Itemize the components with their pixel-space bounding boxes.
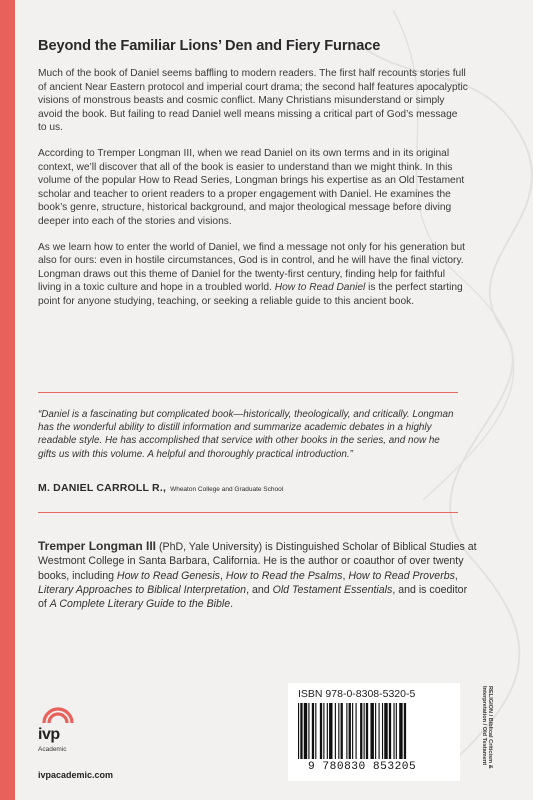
paragraph-3-text-b: is the perfect starting point for anyone studying, teaching, or seeking a reliable guide to this ancient book.	[38, 282, 463, 307]
barcode-bar	[352, 703, 353, 759]
signal-arcs-icon	[40, 703, 76, 725]
headline: Beyond the Familiar Lions’ Den and Fiery Furnace	[38, 38, 381, 54]
bisac-line-1: RELIGION / Biblical Criticism &	[487, 686, 493, 769]
barcode-bar	[308, 703, 309, 759]
bio-text-5: , and	[246, 583, 273, 596]
endorser	[38, 482, 478, 494]
barcode	[296, 703, 452, 761]
isbn: ISBN 978-0-8308-5320-5	[298, 688, 416, 700]
bisac-category	[482, 686, 493, 782]
endorser-name: M. DANIEL CARROLL R.,	[38, 482, 167, 494]
barcode-panel	[288, 683, 460, 781]
barcode-bar	[356, 703, 357, 759]
barcode-bar	[393, 703, 394, 759]
book-title-5: Old Testament Essentials	[272, 583, 393, 596]
barcode-bar	[360, 703, 362, 759]
barcode-bar	[335, 703, 336, 759]
accent-strip	[0, 0, 15, 800]
book-title-italic: How to Read Daniel	[274, 282, 366, 294]
publisher-logo	[38, 703, 108, 763]
barcode-bar	[346, 703, 347, 759]
barcode-bar	[366, 703, 368, 759]
barcode-number: 9 780830 853205	[308, 761, 417, 773]
bio-text-1: (PhD, Yale University) is Distinguished Scholar of Biblical Studies at Westmont College in Santa Barbara, California. He is the author or coauthor of over twenty books, including	[38, 541, 477, 582]
description-paragraph-1: Much of the book of Daniel seems baffling to modern readers. The first half recounts stories full of ancient Near Eastern protocol and imperial court drama; the second half features apocalyptic visions of monstrous beasts and cosmic conflict. Many Christians misunderstand or simply avoid the book. But failing to read Daniel well means missing a critical part of God’s message to us.	[38, 68, 468, 134]
book-title-2: How to Read the Psalms	[225, 569, 343, 582]
publisher-website: ivpacademic.com	[38, 770, 114, 780]
barcode-bar	[364, 703, 365, 759]
book-title-1: How to Read Genesis	[116, 569, 220, 582]
description-block	[38, 38, 468, 321]
description-paragraph-3	[38, 241, 468, 309]
logo-imprint: Academic	[38, 746, 67, 753]
book-title-4: Literary Approaches to Biblical Interpretation	[38, 583, 247, 596]
logo-wordmark: ivp	[38, 726, 60, 743]
barcode-bar	[389, 703, 391, 759]
barcode-bar	[349, 703, 351, 759]
barcode-bar	[327, 703, 328, 759]
author-bio	[38, 539, 478, 611]
barcode-bar	[323, 703, 324, 759]
barcode-bar	[382, 703, 383, 759]
bisac-line-2: Interpretation / Old Testament	[480, 686, 487, 766]
barcode-bar	[304, 703, 307, 759]
bio-text-7: .	[230, 598, 234, 611]
barcode-bar	[300, 703, 302, 759]
author-name: Tremper Longman III	[38, 539, 157, 553]
bio-text-6: , and is coeditor of	[38, 583, 468, 611]
barcode-bar	[320, 703, 322, 759]
barcode-bar	[375, 703, 376, 759]
barcode-bar	[379, 703, 380, 759]
paragraph-3-text-a: As we learn how to enter the world of Daniel, we find a message not only for his generation but also for ours: even in hostile circumstances, God is in control, and he will have the final victory. Longman draws out this theme of Daniel for the twenty-first century, finding help for faithful living in a toxic culture and hope in a troubled world.	[38, 241, 465, 294]
endorsement-quote: “Daniel is a fascinating but complicated book—historically, theologically, and critically. Longman has the wonderful ability to distill information and summarize academic debates in a highly readable style. He has accomplished that service with other books in the series, and now he gifts us with this volume. A helpful and thoroughly practical introduction.”	[38, 409, 454, 460]
bio-text-3: ,	[342, 569, 349, 582]
endorser-affiliation: Wheaton College and Graduate School	[170, 486, 284, 493]
barcode-bar	[341, 703, 343, 759]
barcode-bar	[370, 703, 373, 759]
barcode-bar	[329, 703, 332, 759]
bio-text-4: ,	[454, 569, 458, 582]
barcode-bar	[315, 703, 316, 759]
barcode-bar	[298, 703, 299, 759]
barcode-bar	[404, 703, 406, 759]
book-title-6: A Complete Literary Guide to the Bible	[49, 598, 231, 611]
divider-bottom	[38, 512, 458, 513]
divider-top	[38, 392, 458, 393]
book-title-3: How to Read Proverbs	[348, 569, 455, 582]
barcode-bar	[312, 703, 314, 759]
barcode-bar	[399, 703, 402, 759]
bio-text-2: ,	[219, 569, 226, 582]
barcode-bar	[384, 703, 387, 759]
description-paragraph-2: According to Tremper Longman III, when we read Daniel on its own terms and in its original context, we’ll discover that all of the book is easier to understand than we might think. In this volume of the popular How to Read Series, Longman brings his expertise as an Old Testament scholar and teacher to orient readers to a proper engagement with Daniel. He examines the book’s genre, structure, historical background, and major theological message before diving deeper into each of the stories and visions.	[38, 147, 465, 227]
barcode-bar	[396, 703, 397, 759]
barcode-bar	[338, 703, 339, 759]
